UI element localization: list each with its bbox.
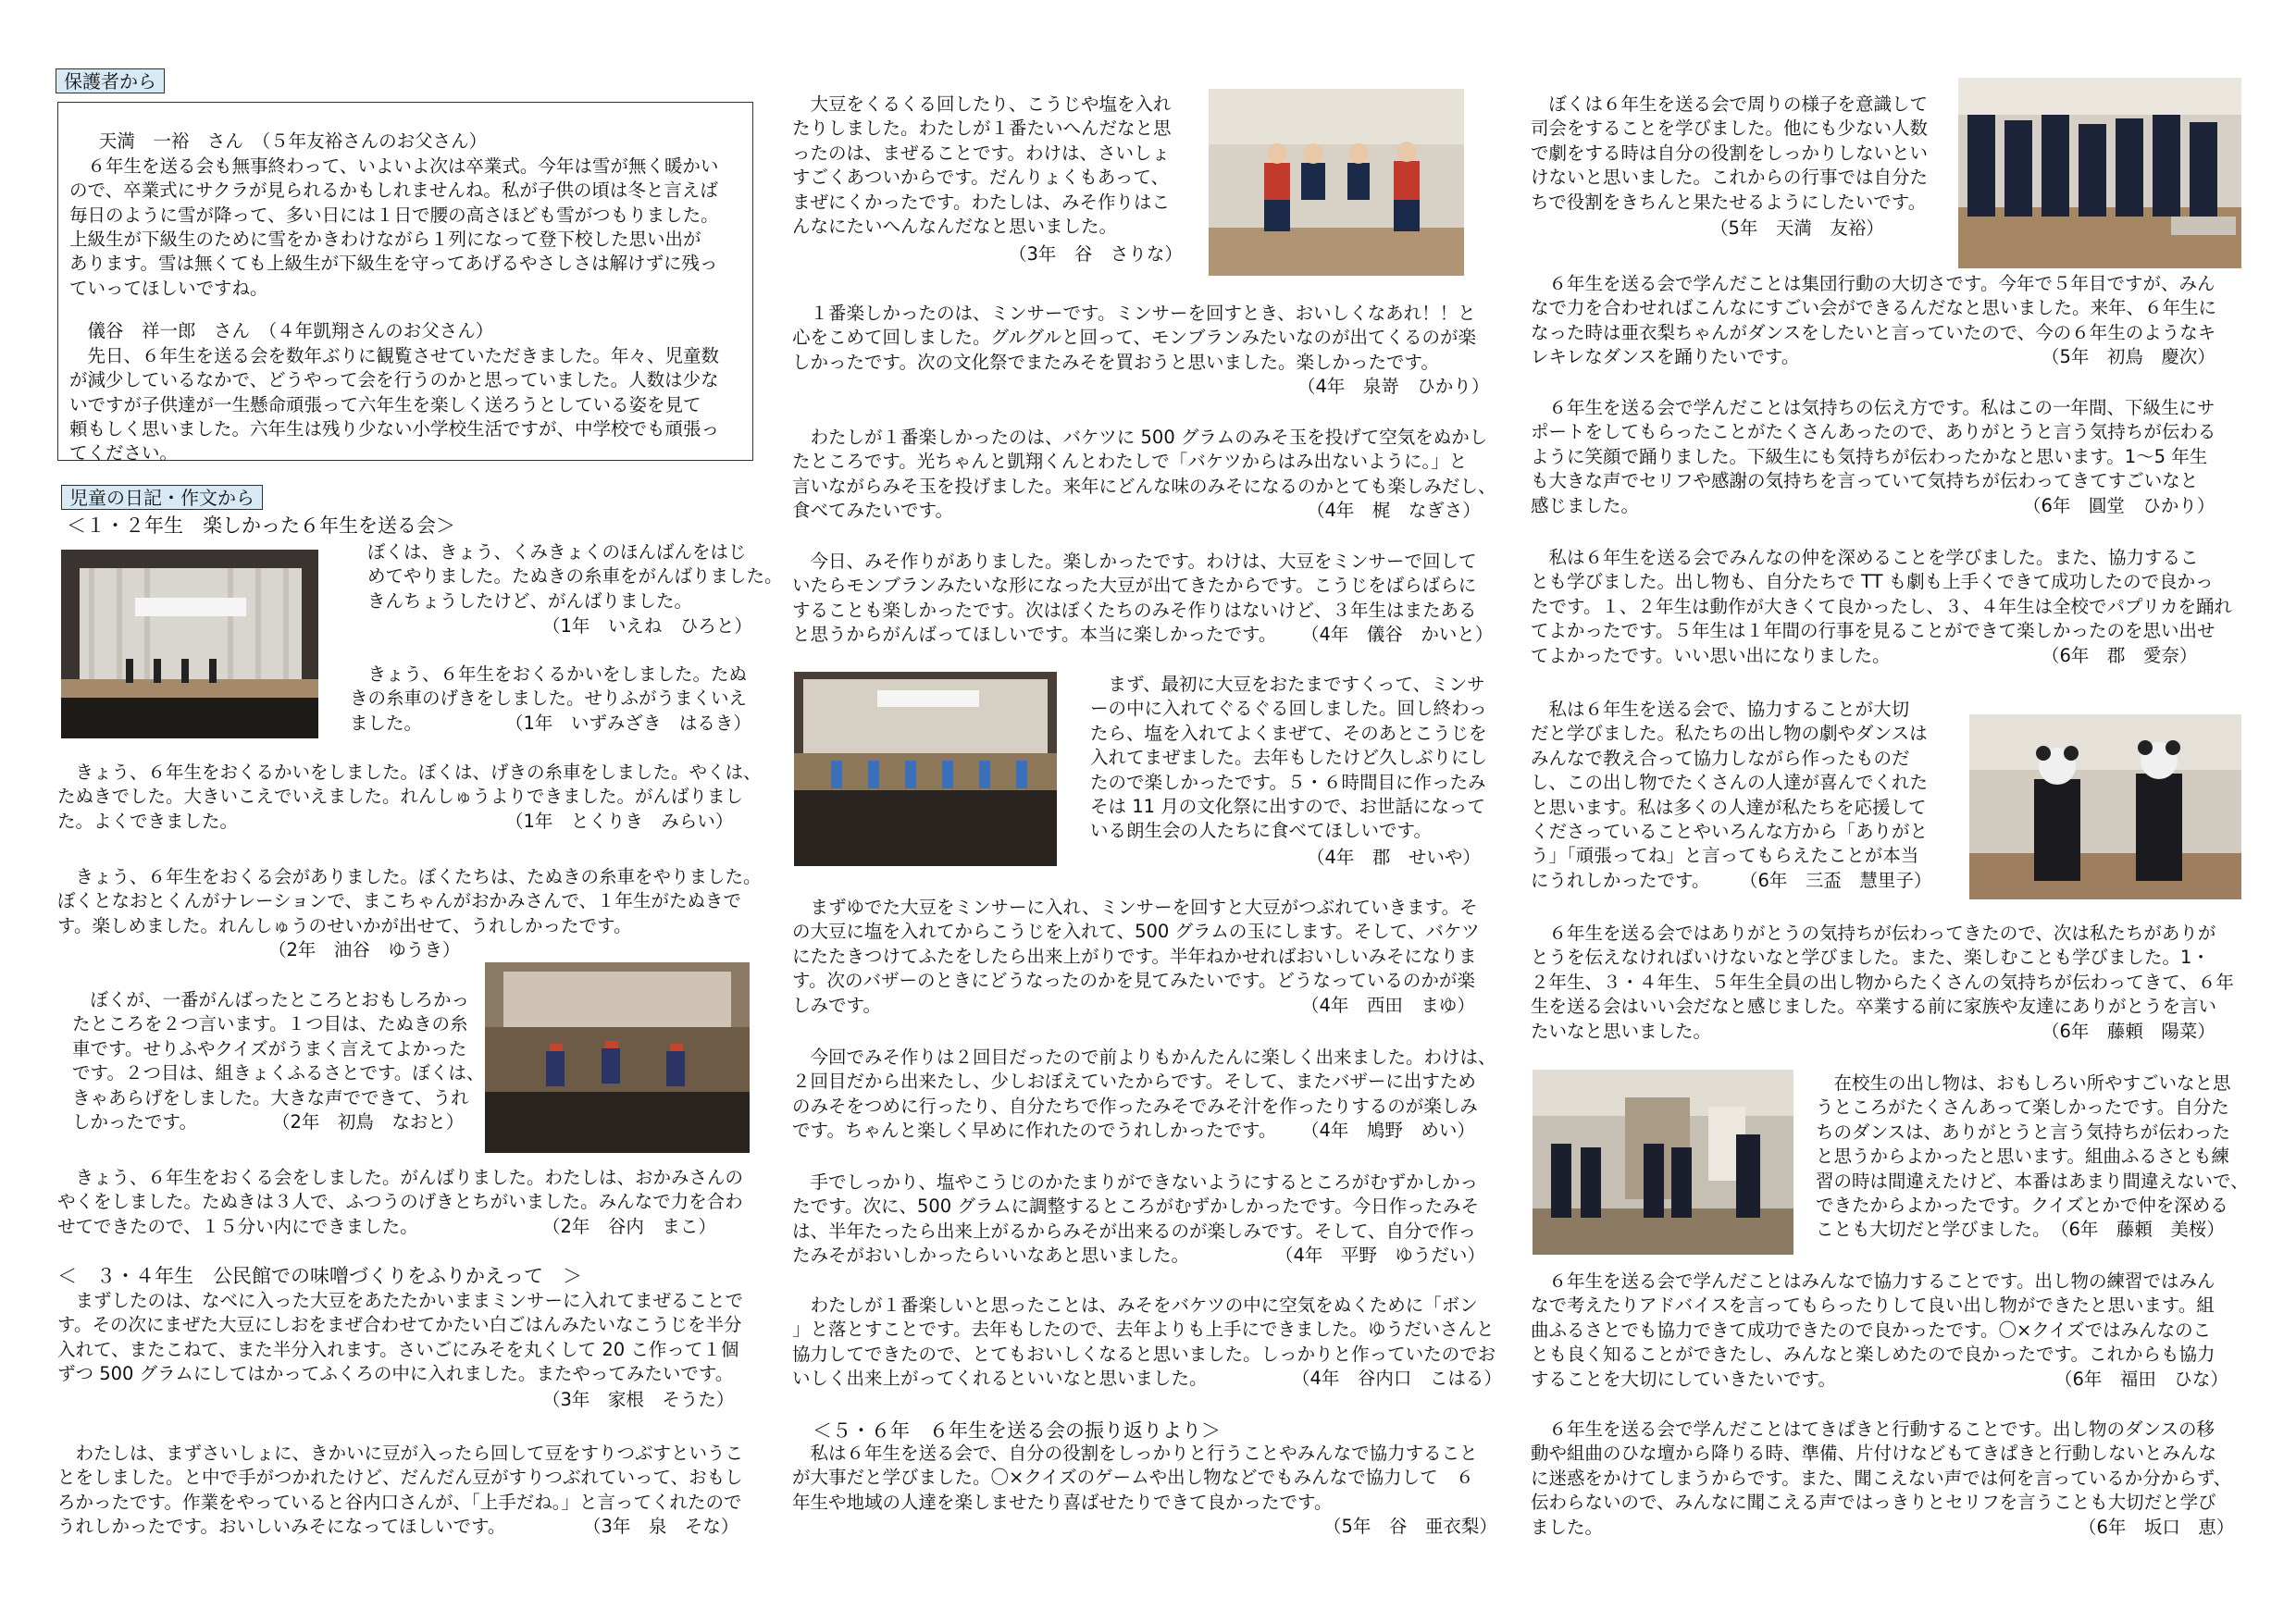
photo-stage-grade2	[485, 962, 750, 1153]
essay-g6-3: 私は６年生を送る会で、協力することが大切 だと学びました。私たちの出し物の劇やダンスは みんなで教え合って協力しながら作ったものだ し、この出し物でたくさんの人達が喜んでくれた と思います。私は多くの人達が私たちを応援して くださっていることやいろんな方から「ありがと う」「頑張ってね」と言ってもらえたことが本当 にうれしかったです。	[1531, 699, 1929, 891]
author-g6-7: （6年 坂口 恵）	[2079, 1517, 2235, 1538]
essay-g6-5: 在校生の出し物は、おもしろい所やすごいなと思 うところがたくさんあって楽しかったです。自分た ちのダンスは、ありがとうと言う気持ちが伝わった と思うからよかったと思います。組曲ふるさとも練 習の時は間違えたけど、本番はあまり間違えないで、 できたからよかったです。クイズとかで仲を深める ことも大切だと学びました。	[1816, 1072, 2249, 1241]
author-g4-6: （4年 鳩野 めい）	[1301, 1120, 1475, 1141]
author-g6-1: （6年 圓堂 ひかり）	[2023, 495, 2215, 516]
guardian-comment-1: 天満 一裕 さん （５年友裕さんのお父さん） ６年生を送る会も無事終わって、いよいよ次は卒業式。今年は雪が無く暖かい ので、卒業式にサクラが見られるかもしれませんね。私が子供の頃は冬と言えば 毎日のように雪が降って、多い日には１日で腰の高さほども雪がつもりました。 上級生が下級生のために雪をかきわけながら１列になって登下校した思い出が あります。雪は無くても上級生が下級生を守ってあげるやさしさは解けずに残っ ていってほしいですね。	[69, 130, 719, 299]
author-g1-2: （1年 いずみざき はるき）	[505, 712, 751, 734]
author-g6-3: （6年 三盃 慧里子）	[1740, 870, 1932, 891]
essay-g6-6: ６年生を送る会で学んだことはみんなで協力することです。出し物の練習ではみん なで考えたりアドバイスを言ってもらったりして良い出し物ができたと思います。組 曲ふるさとでも協力できて成功できたので良かったです。〇×クイズではみんなのこ とも良く知ることができたし、みんなと楽しめたので良かったです。これからも協力 することを大切にしていきたいです。	[1531, 1270, 2215, 1390]
essay-g5-3: ６年生を送る会で学んだことは集団行動の大切さです。今年で５年目ですが、みん なで力を合わせればこんなにすごい会ができるんだなと思いました。来年、６年生に なった時は亜衣梨ちゃんがダンスをしたいと言っていたので、今の６年生のようなキ レキレなダンスを踊りたいです。	[1531, 273, 2217, 368]
essay-g2-2: ぼくが、一番がんばったところとおもしろかっ たところを２つ言います。１つ目は、たぬきの糸 車です。せりふやクイズがうまく言えてよかった です。２つ目は、組きょくふるさとです。ぼくは、 きゃあらげをしました。大きな声でできて、うれ しかったです。	[72, 989, 485, 1134]
author-g6-6: （6年 福田 ひな）	[2054, 1369, 2228, 1390]
author-g2-2: （2年 初鳥 なおと）	[272, 1111, 465, 1133]
essay-g4-8: わたしが１番楽しいと思ったことは、みそをバケツの中に空気をぬくために「ボン 」と落とすことです。去年もしたので、去年よりも上手にできました。ゆうだいさんと 協力してできたので、とてもおいしくなると思いました。しっかりと作っていたのでお いしく出来上がってくれるといいなと思いました。	[792, 1295, 1496, 1390]
essay-g6-2: 私は６年生を送る会でみんなの仲を深めることを学びました。また、協力するこ とも学びました。出し物も、自分たちで TT も劇も上手くできて成功したので良かっ たです。１、２年生は動作が大きくて良かったし、３、４年生は全校でパプリカを踊れ てよかったです。５年生は１年間の行事を見ることができて楽しかったのを思い出せ てよかったです。いい思い出になりました。	[1531, 547, 2232, 666]
author-g1-1: （1年 いえね ひろと）	[542, 615, 752, 637]
essay-g1-2: きょう、６年生をおくるかいをしました。たぬ きの糸車のげきをしました。せりふがうまくいえ ました。	[350, 663, 748, 734]
author-g4-5: （4年 西田 まゆ）	[1301, 995, 1475, 1016]
essay-g4-4: まず、最初に大豆をおたまですくって、ミンサ ーの中に入れてぐるぐる回しました。回し終わっ たら、塩を入れてよくまぜて、そのあとこうじを 入れてまぜました。去年もしたけど久しぶりにし たので楽しかったです。５・６時間目に作ったみ そは 11 月の文化祭に出すので、お世話になって いる朗生会の人たちに食べてほしいです。	[1090, 674, 1488, 842]
photo-girls-costume	[1969, 714, 2241, 899]
author-g4-3: （4年 儀谷 かいと）	[1301, 624, 1494, 645]
author-g3-3: （3年 谷 さりな）	[1009, 243, 1183, 265]
essay-g4-5: まずゆでた大豆をミンサーに入れ、ミンサーを回すと大豆がつぶれていきます。そ の大豆に塩を入れてからこうじを入れて、500 グラムの玉にします。そして、バケツ にたたきつけてふたをしたら出来上がりです。半年ねかせればおいしいみそになりま す。次のバザーのときにどうなったのかを見てみたいです。どうなっているのかが楽 しみです。	[792, 897, 1480, 1016]
essay-g4-2: わたしが１番楽しかったのは、バケツに 500 グラムのみそ玉を投げて空気をぬかし たところです。光ちゃんと凱翔くんとわたしで「バケツからはみ出ないように。」と 言いながらみそ玉を投げました。来年にどんな味のみそになるのかとても楽しみだし、 食べてみたいです。	[792, 427, 1496, 522]
author-g4-1: （4年 泉嵜 ひかり）	[1297, 376, 1490, 397]
author-g4-8: （4年 谷内口 こはる）	[1292, 1368, 1502, 1389]
essay-g1-1: ぼくは、きょう、くみきょくのほんばんをはじ めてやりました。たぬきの糸車をがんばりました。 きんちょうしたけど、がんばりました。	[367, 541, 783, 612]
photo-graduates-hall	[1958, 78, 2241, 268]
essay-g4-7: 手でしっかり、塩やこうじのかたまりができないようにするところがむずかしかっ たです。次に、500 グラムに調整するところがむずかしかったです。今日作ったみそ は、半年たったら出来上がるからみそが出来るのが楽しみです。そして、自分で作っ たみそがおいしかったらいいなあと思いました。	[792, 1171, 1480, 1267]
essay-g2-1: きょう、６年生をおくる会がありました。ぼくたちは、たぬきの糸車をやりました。 ぼくとなおとくんがナレーションで、まこちゃんがおかみさんで、１年生がたぬきで す。楽しめました。れんしゅうのせいかが出せて、うれしかったです。	[57, 866, 762, 936]
author-g6-2: （6年 郡 愛奈）	[2042, 645, 2198, 666]
essay-g5-1: 私は６年生を送る会で、自分の役割をしっかりと行うことやみんなで協力すること が大事だと学びました。〇×クイズのゲームや出し物などでもみんなで協力して ６ 年生や地域の人達を楽しませたり喜ばせたりできて良かったです。	[792, 1443, 1478, 1513]
essay-g6-7: ６年生を送る会で学んだことはてきぱきと行動することです。出し物のダンスの移 動や組曲のひな壇から降りる時、準備、片付けなどもてきぱきと行動しないとみんな に迷惑をかけてしまうからです。また、聞こえない声では何を言っているか分からず、 伝わらないので、みんなに聞こえる声ではっきりとセリフを言うことも大切だと学び ました。	[1531, 1419, 2232, 1538]
author-g3-2: （3年 泉 そな）	[583, 1516, 739, 1537]
heading-grade-3-4: ＜ ３・４年生 公民館での味噌づくりをふりかえって ＞	[57, 1265, 582, 1287]
photo-stage-dance	[794, 672, 1057, 866]
author-g4-7: （4年 平野 ゆうだい）	[1275, 1245, 1485, 1266]
guardian-comment-2: 儀谷 祥一郎 さん （４年凱翔さんのお父さん） 先日、６年生を送る会を数年ぶりに観覧させていただきました。年々、児童数 が減少しているなかで、どうやって会を行うのかと思っていました。人数は少な いですが子供達が一生懸命頑張って六年生を楽しく送ろうとしている姿を見て 頼もしく思いました。六年生は残り少ない小学校生活ですが、中学校でも頑張っ てください。	[69, 320, 720, 465]
essay-g2-3: きょう、６年生をおくる会をしました。がんばりました。わたしは、おかみさんの やくをしました。たぬきは３人で、ふつうのげきとちがいました。みんなで力を合わ せてできたので、１５分い内にできました。	[57, 1167, 744, 1237]
essay-g3-2: わたしは、まずさいしょに、きかいに豆が入ったら回して豆をすりつぶすというこ とをしました。と中で手がつかれたけど、だんだん豆がすりつぶれていって、おもし ろかったです。作業をやっていると谷内口さんが、「上手だね。」と言ってくれたので うれしかったです。おいしいみそになってほしいです。	[57, 1443, 744, 1538]
author-g5-3: （5年 初鳥 慶次）	[2042, 346, 2215, 367]
essay-g6-4: ６年生を送る会ではありがとうの気持ちが伝わってきたので、次は私たちがありが とうを伝えなければいけないなと学びました。また、楽しむことも学びました。1・ ２年生、３・４年生、５年生全員の出し物からたくさんの気持ちが伝わってきて、６年 生を送る会はいい会だなと感じました。卒業する前に家族や友達にありがとうを言い たいなと思いました。	[1531, 923, 2234, 1042]
author-g4-4: （4年 郡 せいや）	[1307, 847, 1481, 868]
author-g5-2: （5年 天満 友裕）	[1710, 217, 1884, 239]
author-g4-2: （4年 梶 なぎさ）	[1307, 500, 1481, 521]
essay-g4-1: １番楽しかったのは、ミンサーです。ミンサーを回すとき、おいしくなあれ！！と 心をこめて回しました。グルグルと回って、モンブランみたいなのが出てくるのが楽 しかったです。次の文化祭でまたみそを買おうと思いました。楽しかったです。	[792, 303, 1477, 373]
essay-g5-2: ぼくは６年生を送る会で周りの様子を意識して 司会をすることを学びました。他にも少ない人数 で劇をする時は自分の役割をしっかりしないとい けないと思いました。これからの行事では自分た ちで役割をきちんと果たせるようにしたいです。	[1531, 93, 1929, 213]
author-g5-1: （5年 谷 亜衣梨）	[1323, 1516, 1497, 1537]
author-g1-3: （1年 とくりき みらい）	[505, 811, 734, 832]
heading-grade-5-6: ＜５・６年 ６年生を送る会の振り返りより＞	[813, 1419, 1221, 1442]
author-g2-3: （2年 谷内 まこ）	[542, 1216, 716, 1237]
author-g6-4: （6年 藤頼 陽菜）	[2042, 1021, 2215, 1042]
guardian-section-label: 保護者から	[56, 68, 165, 93]
essay-g3-1: まずしたのは、なべに入った大豆をあたたかいままミンサーに入れてまぜることで す。その次にまぜた大豆にしおをまぜ合わせてかたい白ごはんみたいなこうじを半分 入れて、またこねて、また半分入れます。さいごにみそを丸くして 20 こ作って１個 ずつ 500 グラムにしてはかってふくろの中に入れました。またやってみたいです。	[57, 1290, 744, 1385]
essay-g4-3: 今日、みそ作りがありました。楽しかったです。わけは、大豆をミンサーで回して いたらモンブランみたいな形になった大豆が出てきたからです。こうじをばらばらに することも楽しかったです。次はぼくたちのみそ作りはないけど、３年生はまたある と思うからがんばってほしいです。本当に楽しかったです。	[792, 551, 1477, 646]
photo-corridor-students	[1533, 1070, 1793, 1255]
photo-stage-grade1	[61, 550, 318, 738]
essay-g3-3: 大豆をくるくる回したり、こうじや塩を入れ たりしました。わたしが１番たいへんだなと思 ったのは、まぜることです。わけは、さいしょ すごくあついからです。だんりょくもあって、 まぜにくかったです。わたしは、みそ作りはこ んなにたいへんなんだなと思いました。	[792, 93, 1172, 238]
author-g2-1: （2年 油谷 ゆうき）	[268, 939, 461, 960]
author-g6-5: （6年 藤頼 美桜）	[2051, 1219, 2225, 1240]
diary-section-label: 児童の日記・作文から	[61, 485, 263, 510]
essay-g6-1: ６年生を送る会で学んだことは気持ちの伝え方です。私はこの一年間、下級生にサ ポートをしてもらったことがたくさんあったので、ありがとうと言う気持ちが伝わる ように笑顔で踊りました。下級生にも気持ちが伝わったかなと思います。1～5 年生 も大きな声でセリフや感謝の気持ちを言っていて気持ちが伝わってきてすごいなと 感じました。	[1531, 397, 2216, 516]
essay-g4-6: 今回でみそ作りは２回目だったので前よりもかんたんに楽しく出来ました。わけは、 ２回目だから出来たし、少しおぼえていたからです。そして、またバザーに出すため のみそをつめに行ったり、自分たちで作ったみそでみそ汁を作ったりするのが楽しみ です。ちゃんと楽しく早めに作れたのでうれしかったです。	[792, 1047, 1496, 1142]
heading-grade-1-2: ＜１・２年生 楽しかった６年生を送る会＞	[67, 514, 455, 537]
author-g3-1: （3年 家根 そうた）	[542, 1389, 735, 1410]
photo-performers-red	[1209, 89, 1464, 276]
essay-g1-3: きょう、６年生をおくるかいをしました。ぼくは、げきの糸車をしました。やくは、 たぬきでした。大きいこえでいえました。れんしゅうよりできました。がんばりまし た。よくできました。	[57, 762, 762, 832]
